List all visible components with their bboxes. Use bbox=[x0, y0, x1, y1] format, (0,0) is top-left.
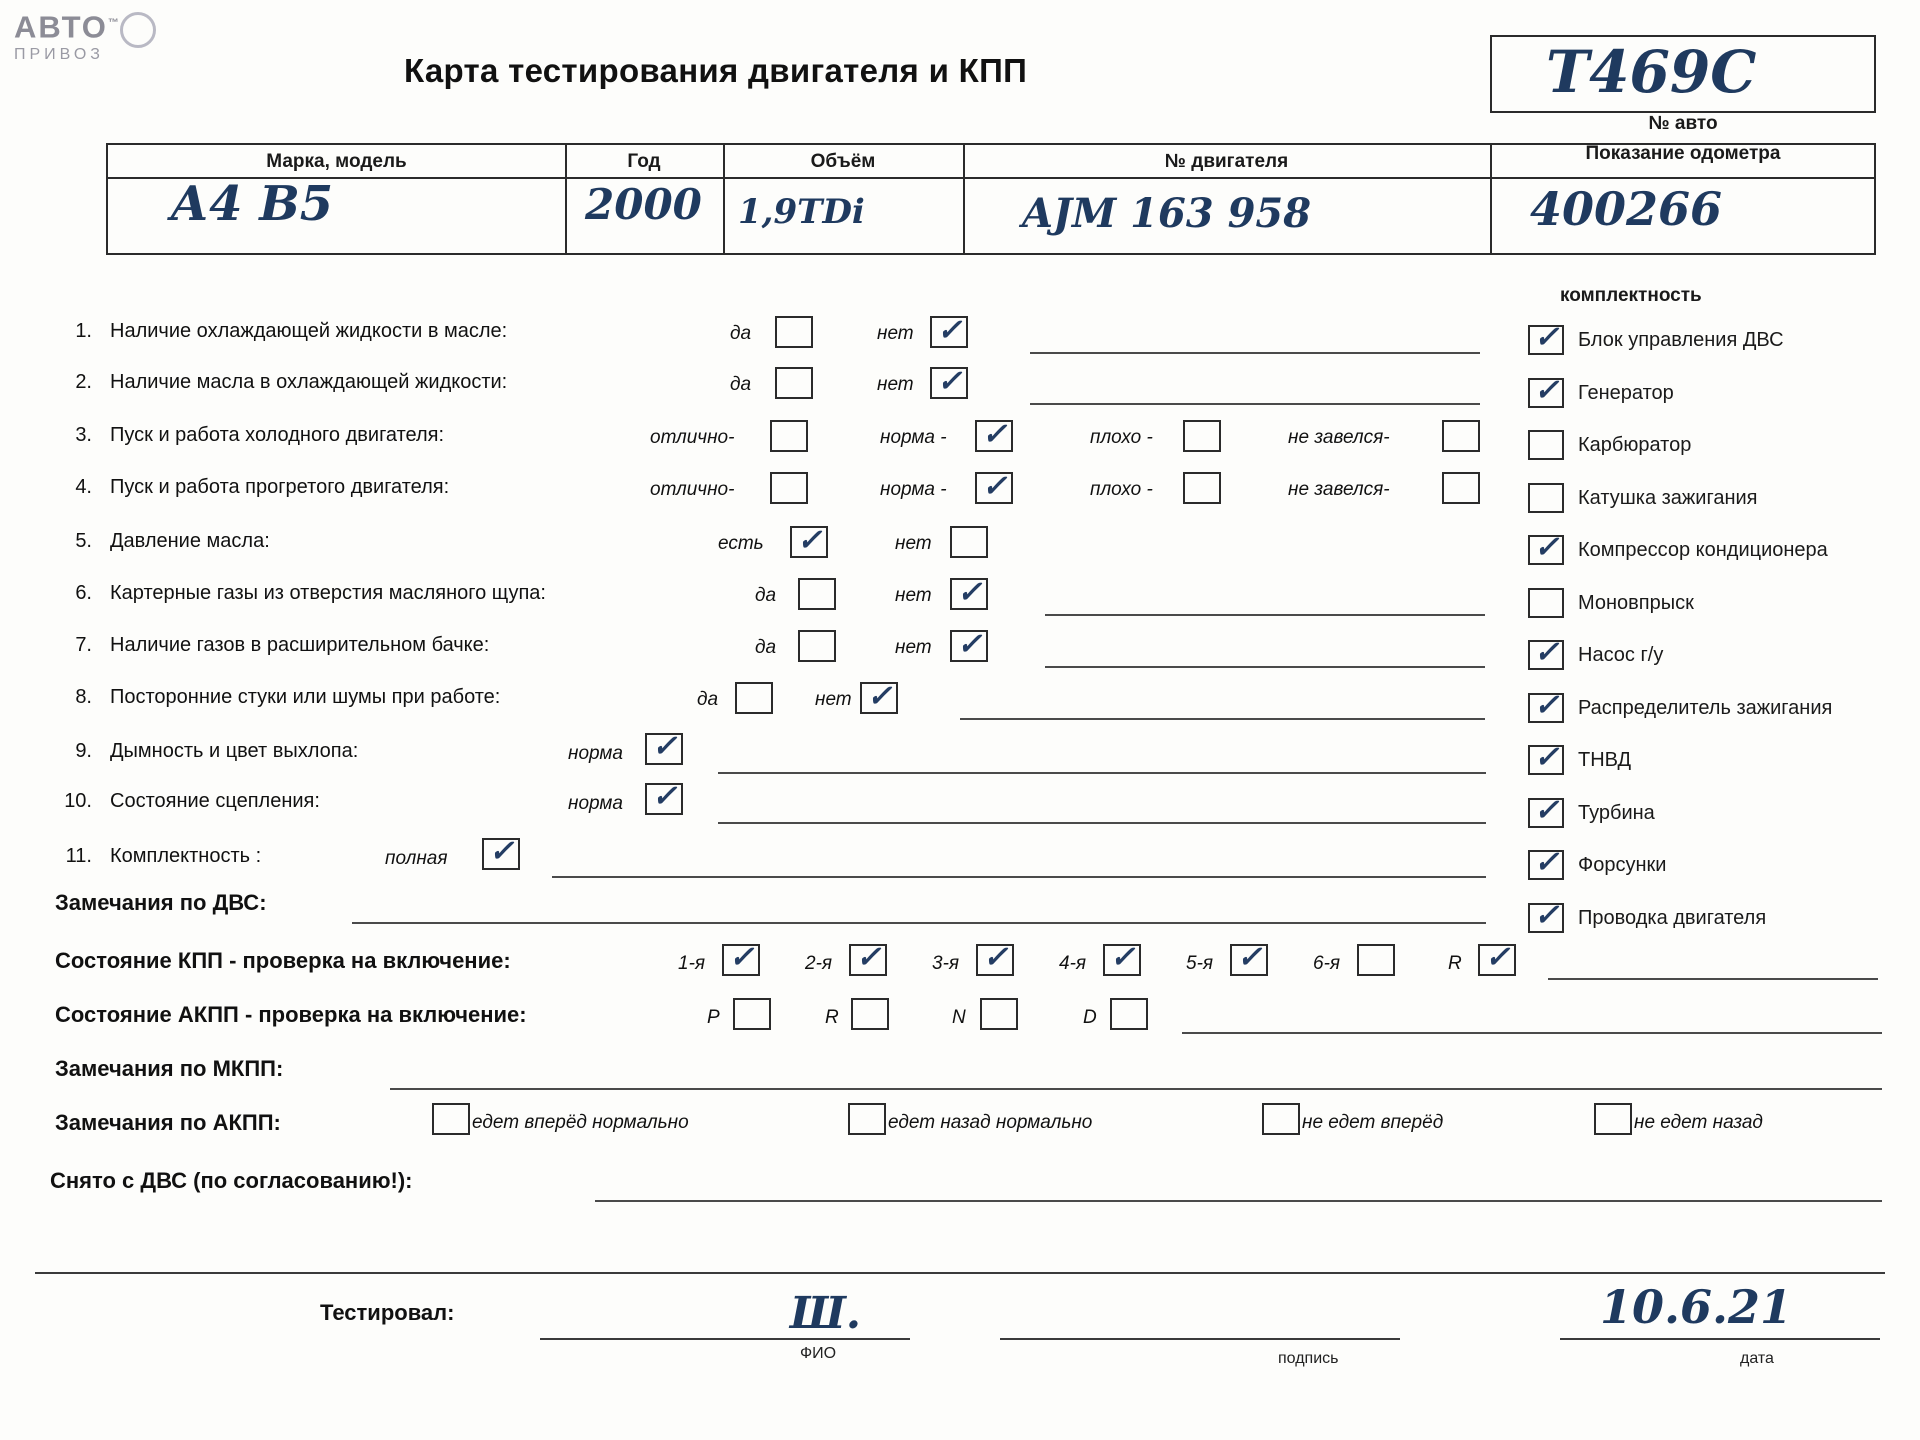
akpp-note-option-forward-ok: едет вперёд нормально bbox=[472, 1112, 689, 1133]
item-3-option-normal: норма - bbox=[880, 427, 947, 448]
item-7-checkbox-yes[interactable] bbox=[798, 630, 836, 662]
check-mark-icon: ✓ bbox=[1534, 635, 1560, 670]
col-header-volume: Объём bbox=[810, 151, 876, 172]
akpp-note-checkbox-forward-ok[interactable] bbox=[432, 1103, 470, 1135]
completeness-checkbox-3[interactable] bbox=[1528, 483, 1564, 513]
check-mark-icon: ✓ bbox=[982, 417, 1008, 452]
item-3-label: Пуск и работа холодного двигателя: bbox=[110, 424, 445, 446]
item-1-option-no: нет bbox=[877, 323, 914, 344]
item-4-checkbox-bad[interactable] bbox=[1183, 472, 1221, 504]
check-mark-icon: ✓ bbox=[1534, 688, 1560, 723]
item-8-option-yes: да bbox=[697, 689, 719, 710]
completeness-title: комплектность bbox=[1560, 285, 1702, 306]
tested-by-label: Тестировал: bbox=[320, 1300, 455, 1325]
check-mark-icon: ✓ bbox=[1534, 845, 1560, 880]
check-mark-icon: ✓ bbox=[957, 627, 983, 662]
item-3-number: 3. bbox=[75, 424, 92, 446]
value-odometer: 400266 bbox=[1530, 182, 1723, 236]
check-mark-icon: ✓ bbox=[856, 940, 882, 975]
plate-number-label: № авто bbox=[1648, 113, 1718, 134]
item-7-option-yes: да bbox=[755, 637, 777, 658]
item-4-option-normal: норма - bbox=[880, 479, 947, 500]
completeness-checkbox-9[interactable] bbox=[1528, 793, 1564, 828]
item-3-option-bad: плохо - bbox=[1090, 427, 1153, 448]
date-value: 10.6.21 bbox=[1600, 1280, 1793, 1334]
value-engine-number: AJM 163 958 bbox=[1022, 190, 1312, 237]
item-3-checkbox-bad[interactable] bbox=[1183, 420, 1221, 452]
check-mark-icon: ✓ bbox=[937, 364, 963, 399]
kpp-label: Состояние КПП - проверка на включение: bbox=[55, 948, 511, 973]
signature-label: подпись bbox=[1278, 1350, 1339, 1367]
check-mark-icon: ✓ bbox=[1534, 740, 1560, 775]
check-mark-icon: ✓ bbox=[652, 779, 678, 814]
akpp-note-checkbox-reverse-ok[interactable] bbox=[848, 1103, 886, 1135]
kpp-gear-6-label: 6-я bbox=[1313, 953, 1341, 974]
completeness-label-6: Насос г/у bbox=[1578, 644, 1664, 666]
logo-word-privoz: ПРИВОЗ bbox=[14, 46, 104, 64]
completeness-label-3: Катушка зажигания bbox=[1578, 487, 1758, 509]
item-1-number: 1. bbox=[75, 320, 92, 342]
item-9-number: 9. bbox=[75, 740, 92, 762]
akpp-pos-p-checkbox[interactable] bbox=[733, 998, 771, 1030]
item-7-checkbox-no[interactable] bbox=[950, 627, 988, 662]
item-2-checkbox-yes[interactable] bbox=[775, 367, 813, 399]
kpp-gear-3-label: 3-я bbox=[932, 953, 960, 974]
item-10-checkbox-normal[interactable] bbox=[645, 779, 683, 815]
odometer-label: Показание одометра bbox=[1585, 143, 1781, 164]
completeness-label-2: Карбюратор bbox=[1578, 434, 1692, 456]
item-5-option-yes: есть bbox=[718, 533, 764, 554]
akpp-pos-d-label: D bbox=[1083, 1007, 1097, 1028]
check-mark-icon: ✓ bbox=[489, 834, 515, 869]
item-5-label: Давление масла: bbox=[110, 530, 270, 552]
kpp-gear-2-checkbox[interactable] bbox=[849, 940, 887, 976]
plate-number-value: Т469С bbox=[1546, 38, 1757, 106]
akpp-pos-n-label: N bbox=[952, 1007, 966, 1028]
akpp-pos-p-label: P bbox=[707, 1007, 720, 1028]
completeness-checkbox-5[interactable] bbox=[1528, 588, 1564, 618]
item-11-option-full: полная bbox=[385, 848, 448, 869]
kpp-gear-r-checkbox[interactable] bbox=[1478, 940, 1516, 976]
completeness-label-9: Турбина bbox=[1578, 802, 1655, 824]
completeness-label-8: ТНВД bbox=[1578, 749, 1632, 771]
check-mark-icon: ✓ bbox=[1237, 940, 1263, 975]
col-header-make-model: Марка, модель bbox=[266, 151, 407, 172]
removed-line[interactable] bbox=[595, 1200, 1882, 1202]
signature-line[interactable] bbox=[1000, 1338, 1400, 1340]
completeness-label-4: Компрессор кондиционера bbox=[1578, 539, 1828, 561]
kpp-gear-2-label: 2-я bbox=[805, 953, 833, 974]
akpp-note-option-no-forward: не едет вперёд bbox=[1302, 1112, 1444, 1133]
akpp-note-checkbox-no-reverse[interactable] bbox=[1594, 1103, 1632, 1135]
item-7-note-line[interactable] bbox=[1045, 666, 1485, 668]
item-6-option-yes: да bbox=[755, 585, 777, 606]
item-8-note-line[interactable] bbox=[960, 718, 1485, 720]
item-3-checkbox-nostart[interactable] bbox=[1442, 420, 1480, 452]
item-10-option-normal: норма bbox=[568, 793, 623, 814]
kpp-gear-4-checkbox[interactable] bbox=[1103, 940, 1141, 976]
item-7-number: 7. bbox=[75, 634, 92, 656]
item-7-option-no: нет bbox=[895, 637, 932, 658]
completeness-checkbox-7[interactable] bbox=[1528, 688, 1564, 723]
notes-mkpp-line[interactable] bbox=[390, 1088, 1882, 1090]
item-1-label: Наличие охлаждающей жидкости в масле: bbox=[110, 320, 508, 342]
col-header-year: Год bbox=[627, 151, 661, 172]
item-1-checkbox-yes[interactable] bbox=[775, 316, 813, 348]
item-6-option-no: нет bbox=[895, 585, 932, 606]
item-9-note-line[interactable] bbox=[718, 772, 1486, 774]
item-4-option-nostart: не завелся- bbox=[1288, 479, 1390, 500]
notes-dvs-label: Замечания по ДВС: bbox=[55, 890, 267, 915]
col-header-engine-number: № двигателя bbox=[1164, 151, 1289, 172]
kpp-gear-4-label: 4-я bbox=[1059, 953, 1087, 974]
value-year: 2000 bbox=[585, 180, 702, 229]
check-mark-icon: ✓ bbox=[1534, 530, 1560, 565]
item-8-checkbox-no[interactable] bbox=[860, 679, 898, 714]
notes-mkpp-label: Замечания по МКПП: bbox=[55, 1056, 284, 1081]
notes-dvs-line[interactable] bbox=[352, 922, 1486, 924]
item-3-checkbox-excellent[interactable] bbox=[770, 420, 808, 452]
kpp-gear-1-checkbox[interactable] bbox=[722, 940, 760, 976]
completeness-checkbox-8[interactable] bbox=[1528, 740, 1564, 775]
item-4-option-excellent: отлично- bbox=[650, 479, 735, 500]
completeness-checkbox-1[interactable] bbox=[1528, 373, 1564, 408]
akpp-label: Состояние АКПП - проверка на включение: bbox=[55, 1002, 527, 1027]
item-9-checkbox-normal[interactable] bbox=[645, 729, 683, 765]
page-title: Карта тестирования двигателя и КПП bbox=[404, 52, 1028, 89]
item-4-number: 4. bbox=[75, 476, 92, 498]
check-mark-icon: ✓ bbox=[1110, 940, 1136, 975]
completeness-checkbox-11[interactable] bbox=[1528, 898, 1564, 933]
item-11-note-line[interactable] bbox=[552, 876, 1486, 878]
kpp-gear-6-checkbox[interactable] bbox=[1357, 944, 1395, 976]
akpp-pos-d-checkbox[interactable] bbox=[1110, 998, 1148, 1030]
completeness-checkbox-10[interactable] bbox=[1528, 845, 1564, 880]
completeness-label-7: Распределитель зажигания bbox=[1578, 697, 1833, 719]
akpp-pos-n-checkbox[interactable] bbox=[980, 998, 1018, 1030]
value-make-model: А4 В5 bbox=[170, 176, 334, 232]
akpp-note-option-reverse-ok: едет назад нормально bbox=[888, 1112, 1093, 1133]
completeness-label-0: Блок управления ДВС bbox=[1578, 329, 1784, 351]
item-2-option-no: нет bbox=[877, 374, 914, 395]
item-2-checkbox-no[interactable] bbox=[930, 364, 968, 399]
item-4-label: Пуск и работа прогретого двигателя: bbox=[110, 476, 450, 498]
item-10-number: 10. bbox=[64, 790, 92, 812]
header-table-hline bbox=[108, 177, 1874, 179]
check-mark-icon: ✓ bbox=[1534, 320, 1560, 355]
kpp-gear-3-checkbox[interactable] bbox=[976, 940, 1014, 976]
item-1-note-line[interactable] bbox=[1030, 352, 1480, 354]
kpp-gear-1-label: 1-я bbox=[678, 953, 706, 974]
check-mark-icon: ✓ bbox=[797, 523, 823, 558]
check-mark-icon: ✓ bbox=[937, 313, 963, 348]
item-10-note-line[interactable] bbox=[718, 822, 1486, 824]
item-2-note-line[interactable] bbox=[1030, 403, 1480, 405]
item-10-label: Состояние сцепления: bbox=[110, 790, 320, 812]
kpp-note-line[interactable] bbox=[1548, 978, 1878, 980]
logo-ring-icon bbox=[120, 12, 156, 48]
completeness-checkbox-6[interactable] bbox=[1528, 635, 1564, 670]
item-4-checkbox-normal[interactable] bbox=[975, 469, 1013, 504]
check-mark-icon: ✓ bbox=[1485, 940, 1511, 975]
notes-akpp-label: Замечания по АКПП: bbox=[55, 1110, 281, 1135]
item-4-checkbox-excellent[interactable] bbox=[770, 472, 808, 504]
item-11-label: Комплектность : bbox=[110, 845, 262, 867]
item-2-label: Наличие масла в охлаждающей жидкости: bbox=[110, 371, 508, 393]
item-5-number: 5. bbox=[75, 530, 92, 552]
check-mark-icon: ✓ bbox=[1534, 898, 1560, 933]
item-2-option-yes: да bbox=[730, 374, 752, 395]
item-6-label: Картерные газы из отверстия масляного щупа: bbox=[110, 582, 546, 604]
item-3-option-excellent: отлично- bbox=[650, 427, 735, 448]
item-4-option-bad: плохо - bbox=[1090, 479, 1153, 500]
item-6-checkbox-no[interactable] bbox=[950, 575, 988, 610]
item-8-number: 8. bbox=[75, 686, 92, 708]
date-label: дата bbox=[1740, 1350, 1774, 1367]
item-7-label: Наличие газов в расширительном бачке: bbox=[110, 634, 490, 656]
item-8-label: Посторонние стуки или шумы при работе: bbox=[110, 686, 501, 708]
akpp-note-line[interactable] bbox=[1182, 1032, 1882, 1034]
logo-trademark: ™ bbox=[107, 17, 119, 29]
check-mark-icon: ✓ bbox=[867, 679, 893, 714]
kpp-gear-r-label: R bbox=[1448, 953, 1462, 974]
item-3-checkbox-normal[interactable] bbox=[975, 417, 1013, 452]
value-volume: 1,9TDi bbox=[738, 192, 865, 232]
check-mark-icon: ✓ bbox=[652, 729, 678, 764]
footer-divider bbox=[35, 1272, 1885, 1274]
completeness-label-11: Проводка двигателя bbox=[1578, 907, 1767, 929]
date-line[interactable] bbox=[1560, 1338, 1880, 1340]
kpp-gear-5-checkbox[interactable] bbox=[1230, 940, 1268, 976]
item-6-note-line[interactable] bbox=[1045, 614, 1485, 616]
item-6-checkbox-yes[interactable] bbox=[798, 578, 836, 610]
akpp-pos-r-label: R bbox=[825, 1007, 839, 1028]
akpp-pos-r-checkbox[interactable] bbox=[851, 998, 889, 1030]
item-8-option-no: нет bbox=[815, 689, 852, 710]
item-11-checkbox-full[interactable] bbox=[482, 834, 520, 870]
fio-value: Ш. bbox=[790, 1288, 862, 1339]
check-mark-icon: ✓ bbox=[729, 940, 755, 975]
removed-label: Снято с ДВС (по согласованию!): bbox=[50, 1168, 413, 1193]
item-9-label: Дымность и цвет выхлопа: bbox=[110, 740, 359, 762]
brand-logo bbox=[14, 6, 174, 92]
item-1-option-yes: да bbox=[730, 323, 752, 344]
item-6-number: 6. bbox=[75, 582, 92, 604]
kpp-gear-5-label: 5-я bbox=[1186, 953, 1214, 974]
logo-word-auto: АВТО bbox=[14, 9, 108, 45]
item-2-number: 2. bbox=[75, 371, 92, 393]
completeness-checkbox-4[interactable] bbox=[1528, 530, 1564, 565]
completeness-label-1: Генератор bbox=[1578, 382, 1674, 404]
item-11-number: 11. bbox=[65, 845, 92, 867]
check-mark-icon: ✓ bbox=[1534, 373, 1560, 408]
header-table-vline-4 bbox=[1490, 145, 1492, 253]
item-1-checkbox-no[interactable] bbox=[930, 313, 968, 348]
completeness-checkbox-0[interactable] bbox=[1528, 320, 1564, 355]
check-mark-icon: ✓ bbox=[957, 575, 983, 610]
akpp-note-option-no-reverse: не едет назад bbox=[1634, 1112, 1763, 1133]
akpp-note-checkbox-no-forward[interactable] bbox=[1262, 1103, 1300, 1135]
item-5-option-no: нет bbox=[895, 533, 932, 554]
item-5-checkbox-yes[interactable] bbox=[790, 523, 828, 558]
item-5-checkbox-no[interactable] bbox=[950, 526, 988, 558]
item-9-option-normal: норма bbox=[568, 743, 623, 764]
completeness-label-5: Моновпрыск bbox=[1578, 592, 1694, 614]
check-mark-icon: ✓ bbox=[982, 469, 1008, 504]
fio-label: ФИО bbox=[800, 1345, 837, 1362]
item-8-checkbox-yes[interactable] bbox=[735, 682, 773, 714]
check-mark-icon: ✓ bbox=[1534, 793, 1560, 828]
completeness-label-10: Форсунки bbox=[1578, 854, 1667, 876]
item-4-checkbox-nostart[interactable] bbox=[1442, 472, 1480, 504]
completeness-checkbox-2[interactable] bbox=[1528, 430, 1564, 460]
item-3-option-nostart: не завелся- bbox=[1288, 427, 1390, 448]
check-mark-icon: ✓ bbox=[983, 940, 1009, 975]
